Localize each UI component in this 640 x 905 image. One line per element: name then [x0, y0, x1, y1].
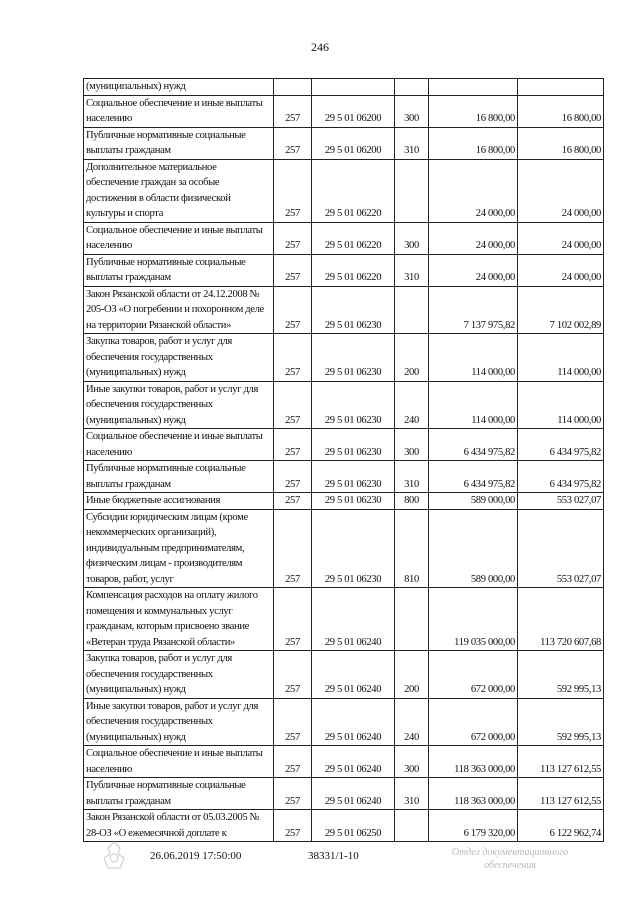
row-name: Компенсация расходов на оплату жилого помещения и коммунальных услуг гражданам, которым присвоено звание «Ветеран труда Рязанской области»	[84, 588, 274, 651]
row-code: 29 5 01 06240	[312, 588, 395, 651]
row-amount-fact: 592 995,13	[518, 651, 604, 699]
footer	[0, 847, 640, 890]
row-name: Публичные нормативные социальные выплаты гражданам	[84, 127, 274, 159]
table-row	[84, 493, 604, 510]
row-name: Иные закупки товаров, работ и услуг для обеспечения государственных (муниципальных) нужд	[84, 381, 274, 429]
row-vr: 310	[395, 127, 429, 159]
table-row	[84, 698, 604, 746]
row-amount-fact	[518, 79, 604, 96]
row-amount-fact: 114 000,00	[518, 381, 604, 429]
row-amount-fact: 16 800,00	[518, 127, 604, 159]
row-amount-fact: 113 127 612,55	[518, 746, 604, 778]
footer-code: 38331/1-10	[308, 850, 359, 862]
row-vr: 300	[395, 95, 429, 127]
table-row	[84, 159, 604, 222]
row-vr: 300	[395, 429, 429, 461]
row-gr: 257	[274, 493, 312, 510]
row-code: 29 5 01 06200	[312, 95, 395, 127]
row-amount-plan: 672 000,00	[429, 651, 518, 699]
row-vr	[395, 79, 429, 96]
table-row	[84, 79, 604, 96]
row-vr: 810	[395, 509, 429, 588]
row-gr: 257	[274, 254, 312, 286]
row-code: 29 5 01 06230	[312, 509, 395, 588]
row-amount-plan: 119 035 000,00	[429, 588, 518, 651]
row-amount-plan: 6 179 320,00	[429, 810, 518, 842]
row-vr: 310	[395, 461, 429, 493]
row-gr: 257	[274, 698, 312, 746]
row-amount-plan: 589 000,00	[429, 493, 518, 510]
row-code: 29 5 01 06230	[312, 429, 395, 461]
budget-table-body	[84, 79, 604, 842]
row-code: 29 5 01 06240	[312, 698, 395, 746]
footer-date: 26.06.2019 17:50:00	[150, 850, 242, 862]
row-amount-plan: 114 000,00	[429, 381, 518, 429]
row-code: 29 5 01 06230	[312, 461, 395, 493]
row-gr: 257	[274, 334, 312, 382]
row-name: Социальное обеспечение и иные выплаты населению	[84, 746, 274, 778]
row-amount-fact: 24 000,00	[518, 222, 604, 254]
row-name: Иные бюджетные ассигнования	[84, 493, 274, 510]
row-amount-fact: 24 000,00	[518, 159, 604, 222]
table-row	[84, 222, 604, 254]
row-code: 29 5 01 06230	[312, 381, 395, 429]
row-gr	[274, 79, 312, 96]
row-gr: 257	[274, 746, 312, 778]
row-name: Социальное обеспечение и иные выплаты населению	[84, 429, 274, 461]
row-amount-plan: 16 800,00	[429, 95, 518, 127]
row-amount-plan: 16 800,00	[429, 127, 518, 159]
row-amount-plan: 24 000,00	[429, 254, 518, 286]
row-code: 29 5 01 06240	[312, 746, 395, 778]
row-vr	[395, 588, 429, 651]
table-row	[84, 95, 604, 127]
row-code: 29 5 01 06220	[312, 159, 395, 222]
stamp-line-1: Отдел документационного	[451, 847, 569, 858]
table-row	[84, 778, 604, 810]
department-stamp	[420, 846, 600, 872]
row-amount-plan: 6 434 975,82	[429, 461, 518, 493]
row-amount-plan: 118 363 000,00	[429, 778, 518, 810]
row-gr: 257	[274, 588, 312, 651]
row-gr: 257	[274, 778, 312, 810]
row-amount-plan: 114 000,00	[429, 334, 518, 382]
row-code: 29 5 01 06250	[312, 810, 395, 842]
row-code: 29 5 01 06220	[312, 254, 395, 286]
row-vr: 310	[395, 778, 429, 810]
row-code	[312, 79, 395, 96]
row-amount-plan: 7 137 975,82	[429, 286, 518, 334]
table-row	[84, 509, 604, 588]
row-amount-fact: 114 000,00	[518, 334, 604, 382]
row-gr: 257	[274, 461, 312, 493]
row-name: Социальное обеспечение и иные выплаты населению	[84, 222, 274, 254]
row-vr: 800	[395, 493, 429, 510]
row-amount-plan: 118 363 000,00	[429, 746, 518, 778]
row-code: 29 5 01 06200	[312, 127, 395, 159]
table-row	[84, 651, 604, 699]
row-vr: 240	[395, 381, 429, 429]
row-amount-plan: 24 000,00	[429, 159, 518, 222]
row-amount-plan: 6 434 975,82	[429, 429, 518, 461]
table-row	[84, 588, 604, 651]
row-name: Закон Рязанской области от 05.03.2005 № 28-ОЗ «О ежемесячной доплате к	[84, 810, 274, 842]
table-row	[84, 810, 604, 842]
row-gr: 257	[274, 651, 312, 699]
row-amount-fact: 6 434 975,82	[518, 429, 604, 461]
row-gr: 257	[274, 127, 312, 159]
row-name: Закупка товаров, работ и услуг для обеспечения государственных (муниципальных) нужд	[84, 334, 274, 382]
row-amount-fact: 113 720 607,68	[518, 588, 604, 651]
row-gr: 257	[274, 222, 312, 254]
row-code: 29 5 01 06230	[312, 334, 395, 382]
row-gr: 257	[274, 429, 312, 461]
row-vr	[395, 810, 429, 842]
row-amount-fact: 6 434 975,82	[518, 461, 604, 493]
row-amount-plan	[429, 79, 518, 96]
row-name: Публичные нормативные социальные выплаты гражданам	[84, 254, 274, 286]
row-gr: 257	[274, 159, 312, 222]
row-code: 29 5 01 06240	[312, 651, 395, 699]
row-amount-plan: 24 000,00	[429, 222, 518, 254]
page-number: 246	[311, 40, 329, 54]
row-vr: 310	[395, 254, 429, 286]
row-vr: 240	[395, 698, 429, 746]
row-gr: 257	[274, 286, 312, 334]
row-amount-fact: 592 995,13	[518, 698, 604, 746]
row-vr: 200	[395, 651, 429, 699]
row-vr: 300	[395, 746, 429, 778]
row-amount-plan: 672 000,00	[429, 698, 518, 746]
row-name: Дополнительное материальное обеспечение граждан за особые достижения в области физической культуры и спорта	[84, 159, 274, 222]
table-row	[84, 461, 604, 493]
budget-table	[83, 78, 604, 842]
table-row	[84, 429, 604, 461]
row-amount-fact: 553 027,07	[518, 493, 604, 510]
row-vr	[395, 159, 429, 222]
row-amount-fact: 553 027,07	[518, 509, 604, 588]
row-name: (муниципальных) нужд	[84, 79, 274, 96]
row-amount-fact: 6 122 962,74	[518, 810, 604, 842]
row-vr: 300	[395, 222, 429, 254]
table-row	[84, 254, 604, 286]
table-row	[84, 381, 604, 429]
row-gr: 257	[274, 95, 312, 127]
row-amount-fact: 16 800,00	[518, 95, 604, 127]
row-gr: 257	[274, 810, 312, 842]
row-name: Иные закупки товаров, работ и услуг для обеспечения государственных (муниципальных) нужд	[84, 698, 274, 746]
row-amount-plan: 589 000,00	[429, 509, 518, 588]
row-name: Публичные нормативные социальные выплаты гражданам	[84, 778, 274, 810]
table-row	[84, 127, 604, 159]
stamp-line-2: обеспечения	[484, 860, 536, 871]
row-name: Закупка товаров, работ и услуг для обеспечения государственных (муниципальных) нужд	[84, 651, 274, 699]
row-vr: 200	[395, 334, 429, 382]
table-row	[84, 746, 604, 778]
table-row	[84, 286, 604, 334]
table-row	[84, 334, 604, 382]
row-name: Закон Рязанской области от 24.12.2008 № 205-ОЗ «О погребении и похоронном деле на территории Рязанской области»	[84, 286, 274, 334]
row-name: Социальное обеспечение и иные выплаты населению	[84, 95, 274, 127]
row-code: 29 5 01 06220	[312, 222, 395, 254]
row-gr: 257	[274, 509, 312, 588]
row-code: 29 5 01 06230	[312, 493, 395, 510]
row-code: 29 5 01 06240	[312, 778, 395, 810]
row-name: Публичные нормативные социальные выплаты гражданам	[84, 461, 274, 493]
row-name: Субсидии юридическим лицам (кроме некоммерческих организаций), индивидуальным предпринимателям, физическим лицам - производителям товаров, работ, услуг	[84, 509, 274, 588]
row-amount-fact: 7 102 002,89	[518, 286, 604, 334]
row-amount-fact: 24 000,00	[518, 254, 604, 286]
row-vr	[395, 286, 429, 334]
emblem-icon	[100, 840, 128, 872]
row-gr: 257	[274, 381, 312, 429]
row-amount-fact: 113 127 612,55	[518, 778, 604, 810]
row-code: 29 5 01 06230	[312, 286, 395, 334]
